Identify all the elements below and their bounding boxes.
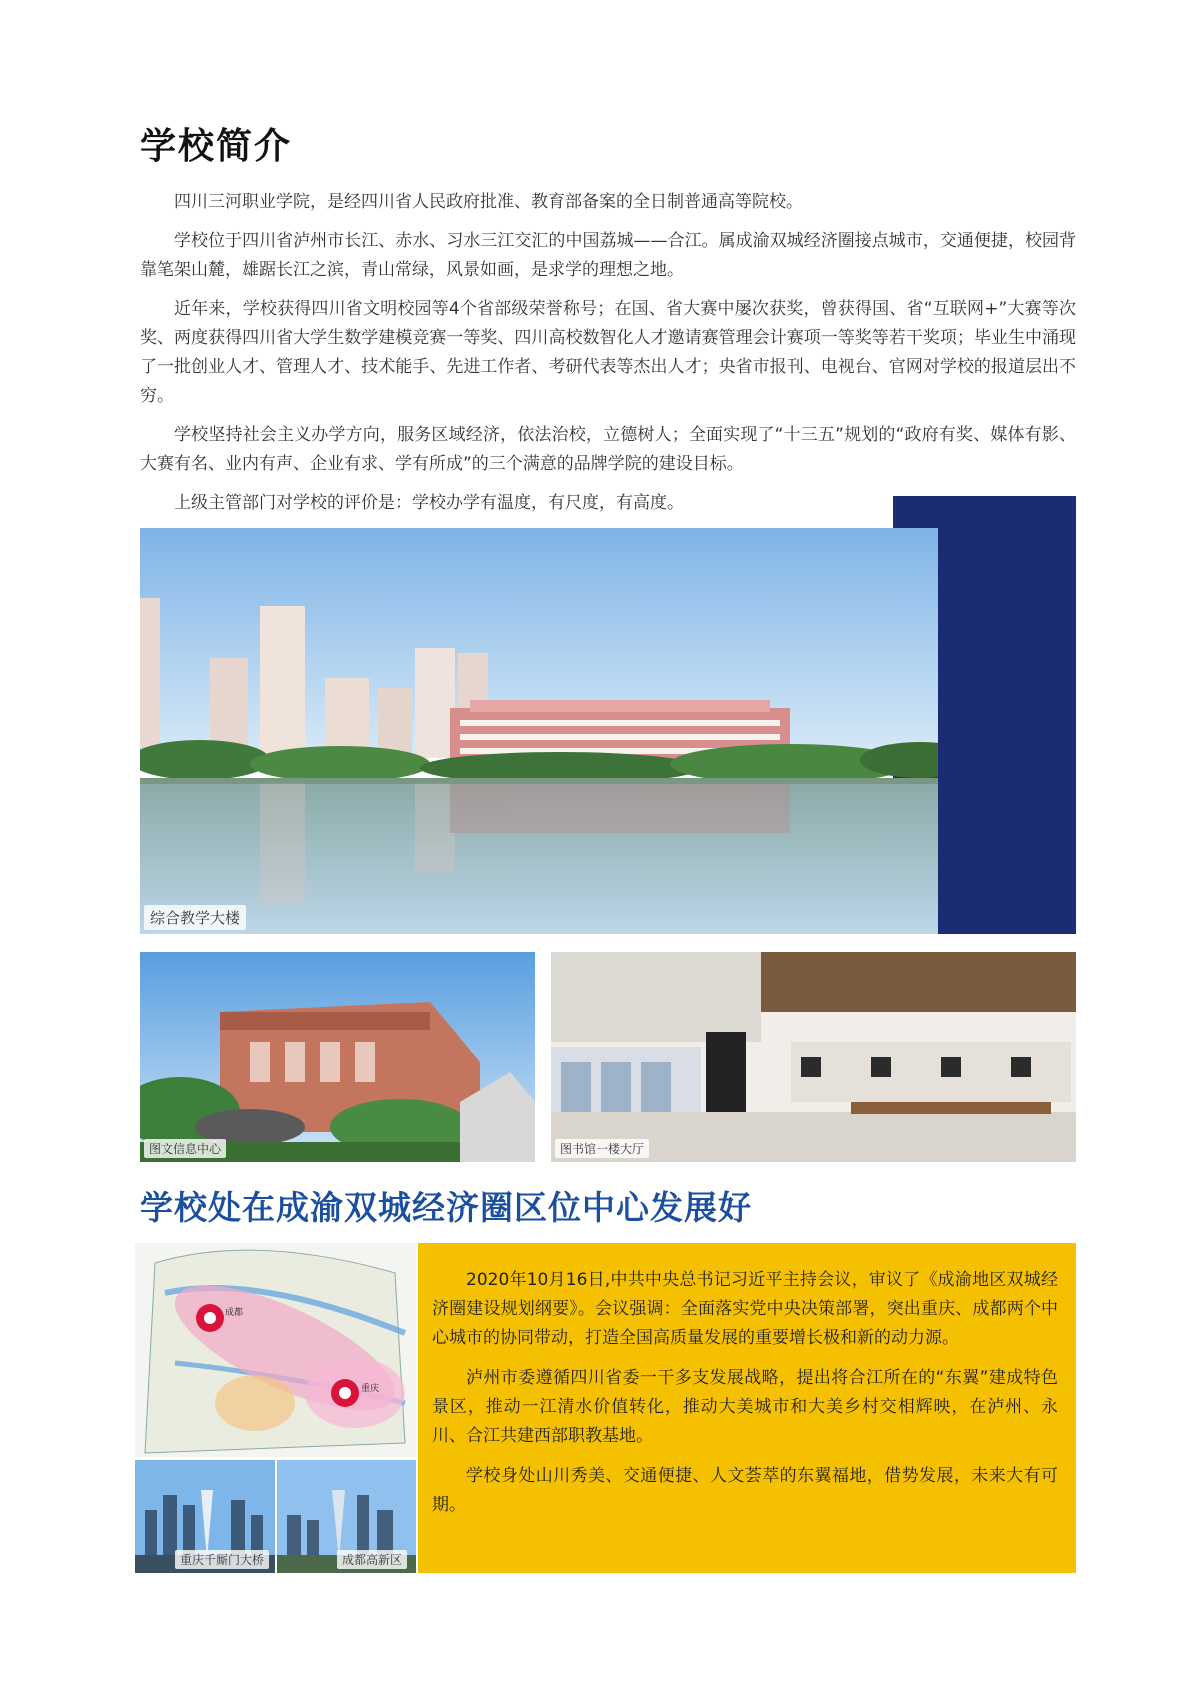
photo-caption: 重庆千厮门大桥	[175, 1550, 269, 1569]
intro-paragraph: 四川三河职业学院，是经四川省人民政府批准、教育部备案的全日制普通高等院校。	[174, 192, 803, 212]
intro-text	[140, 188, 1076, 528]
intro-paragraph: 近年来，学校获得四川省文明校园等4个省部级荣誉称号；在国、省大赛中屡次获奖，曾获得国、省“互联网+”大赛等次奖、两度获得四川省大学生数学建模竞赛一等奖、四川高校数智化人才邀请赛管理会计赛项一等奖等若干奖项；毕业生中涌现了一批创业人才、管理人才、技术能手、先进工作者、考研代表等杰出人才；央省市报刊、电视台、官网对学校的报道层出不穷。	[140, 299, 1076, 406]
section2-paragraph: 学校身处山川秀美、交通便捷、人文荟萃的东翼福地，借势发展，未来大有可期。	[432, 1466, 1058, 1515]
campus-photo-illustration	[140, 528, 938, 934]
map-label-chengdu: 成都	[225, 1308, 244, 1318]
chongqing-bridge-photo	[135, 1460, 275, 1573]
section2-paragraph: 2020年10月16日,中共中央总书记习近平主持会议，审议了《成渝地区双城经济圈建设规划纲要》。会议强调：全面落实党中央决策部署，突出重庆、成都两个中心城市的协同带动，打造全国高质量发展的重要增长极和新的动力源。	[432, 1270, 1058, 1348]
intro-paragraph: 学校坚持社会主义办学方向，服务区域经济，依法治校，立德树人；全面实现了“十三五”规划的“政府有奖、媒体有影、大赛有名、业内有声、企业有求、学有所成”的三个满意的品牌学院的建设目标。	[140, 425, 1076, 474]
intro-paragraph: 上级主管部门对学校的评价是：学校办学有温度，有尺度，有高度。	[174, 493, 684, 513]
section-title: 学校处在成渝双城经济圈区位中心发展好	[140, 1188, 752, 1227]
section2-text	[432, 1266, 1058, 1531]
chengyu-map	[135, 1243, 416, 1457]
intro-paragraph: 学校位于四川省泸州市长江、赤水、习水三江交汇的中国荔城——合江。属成渝双城经济圈接点城市，交通便捷，校园背靠笔架山麓，雄踞长江之滨，青山常绿，风景如画，是求学的理想之地。	[140, 231, 1076, 280]
photo-caption: 综合教学大楼	[144, 905, 246, 930]
photo-caption: 成都高新区	[337, 1550, 407, 1569]
photo-caption: 图文信息中心	[144, 1139, 226, 1158]
map-illustration	[135, 1243, 416, 1457]
info-center-illustration	[140, 952, 535, 1162]
chengdu-hightech-photo	[277, 1460, 416, 1573]
photo-caption: 图书馆一楼大厅	[555, 1139, 649, 1158]
page-title: 学校简介	[140, 126, 293, 167]
info-center-photo	[140, 952, 535, 1162]
library-hall-illustration	[551, 952, 1076, 1162]
map-label-chongqing: 重庆	[361, 1384, 380, 1394]
section2-paragraph: 泸州市委遵循四川省委一干多支发展战略，提出将合江所在的“东翼”建成特色景区，推动一江清水价值转化，推动大美城市和大美乡村交相辉映，在泸州、永川、合江共建西部职教基地。	[432, 1368, 1058, 1446]
campus-teaching-building-photo	[140, 528, 938, 934]
library-hall-photo	[551, 952, 1076, 1162]
